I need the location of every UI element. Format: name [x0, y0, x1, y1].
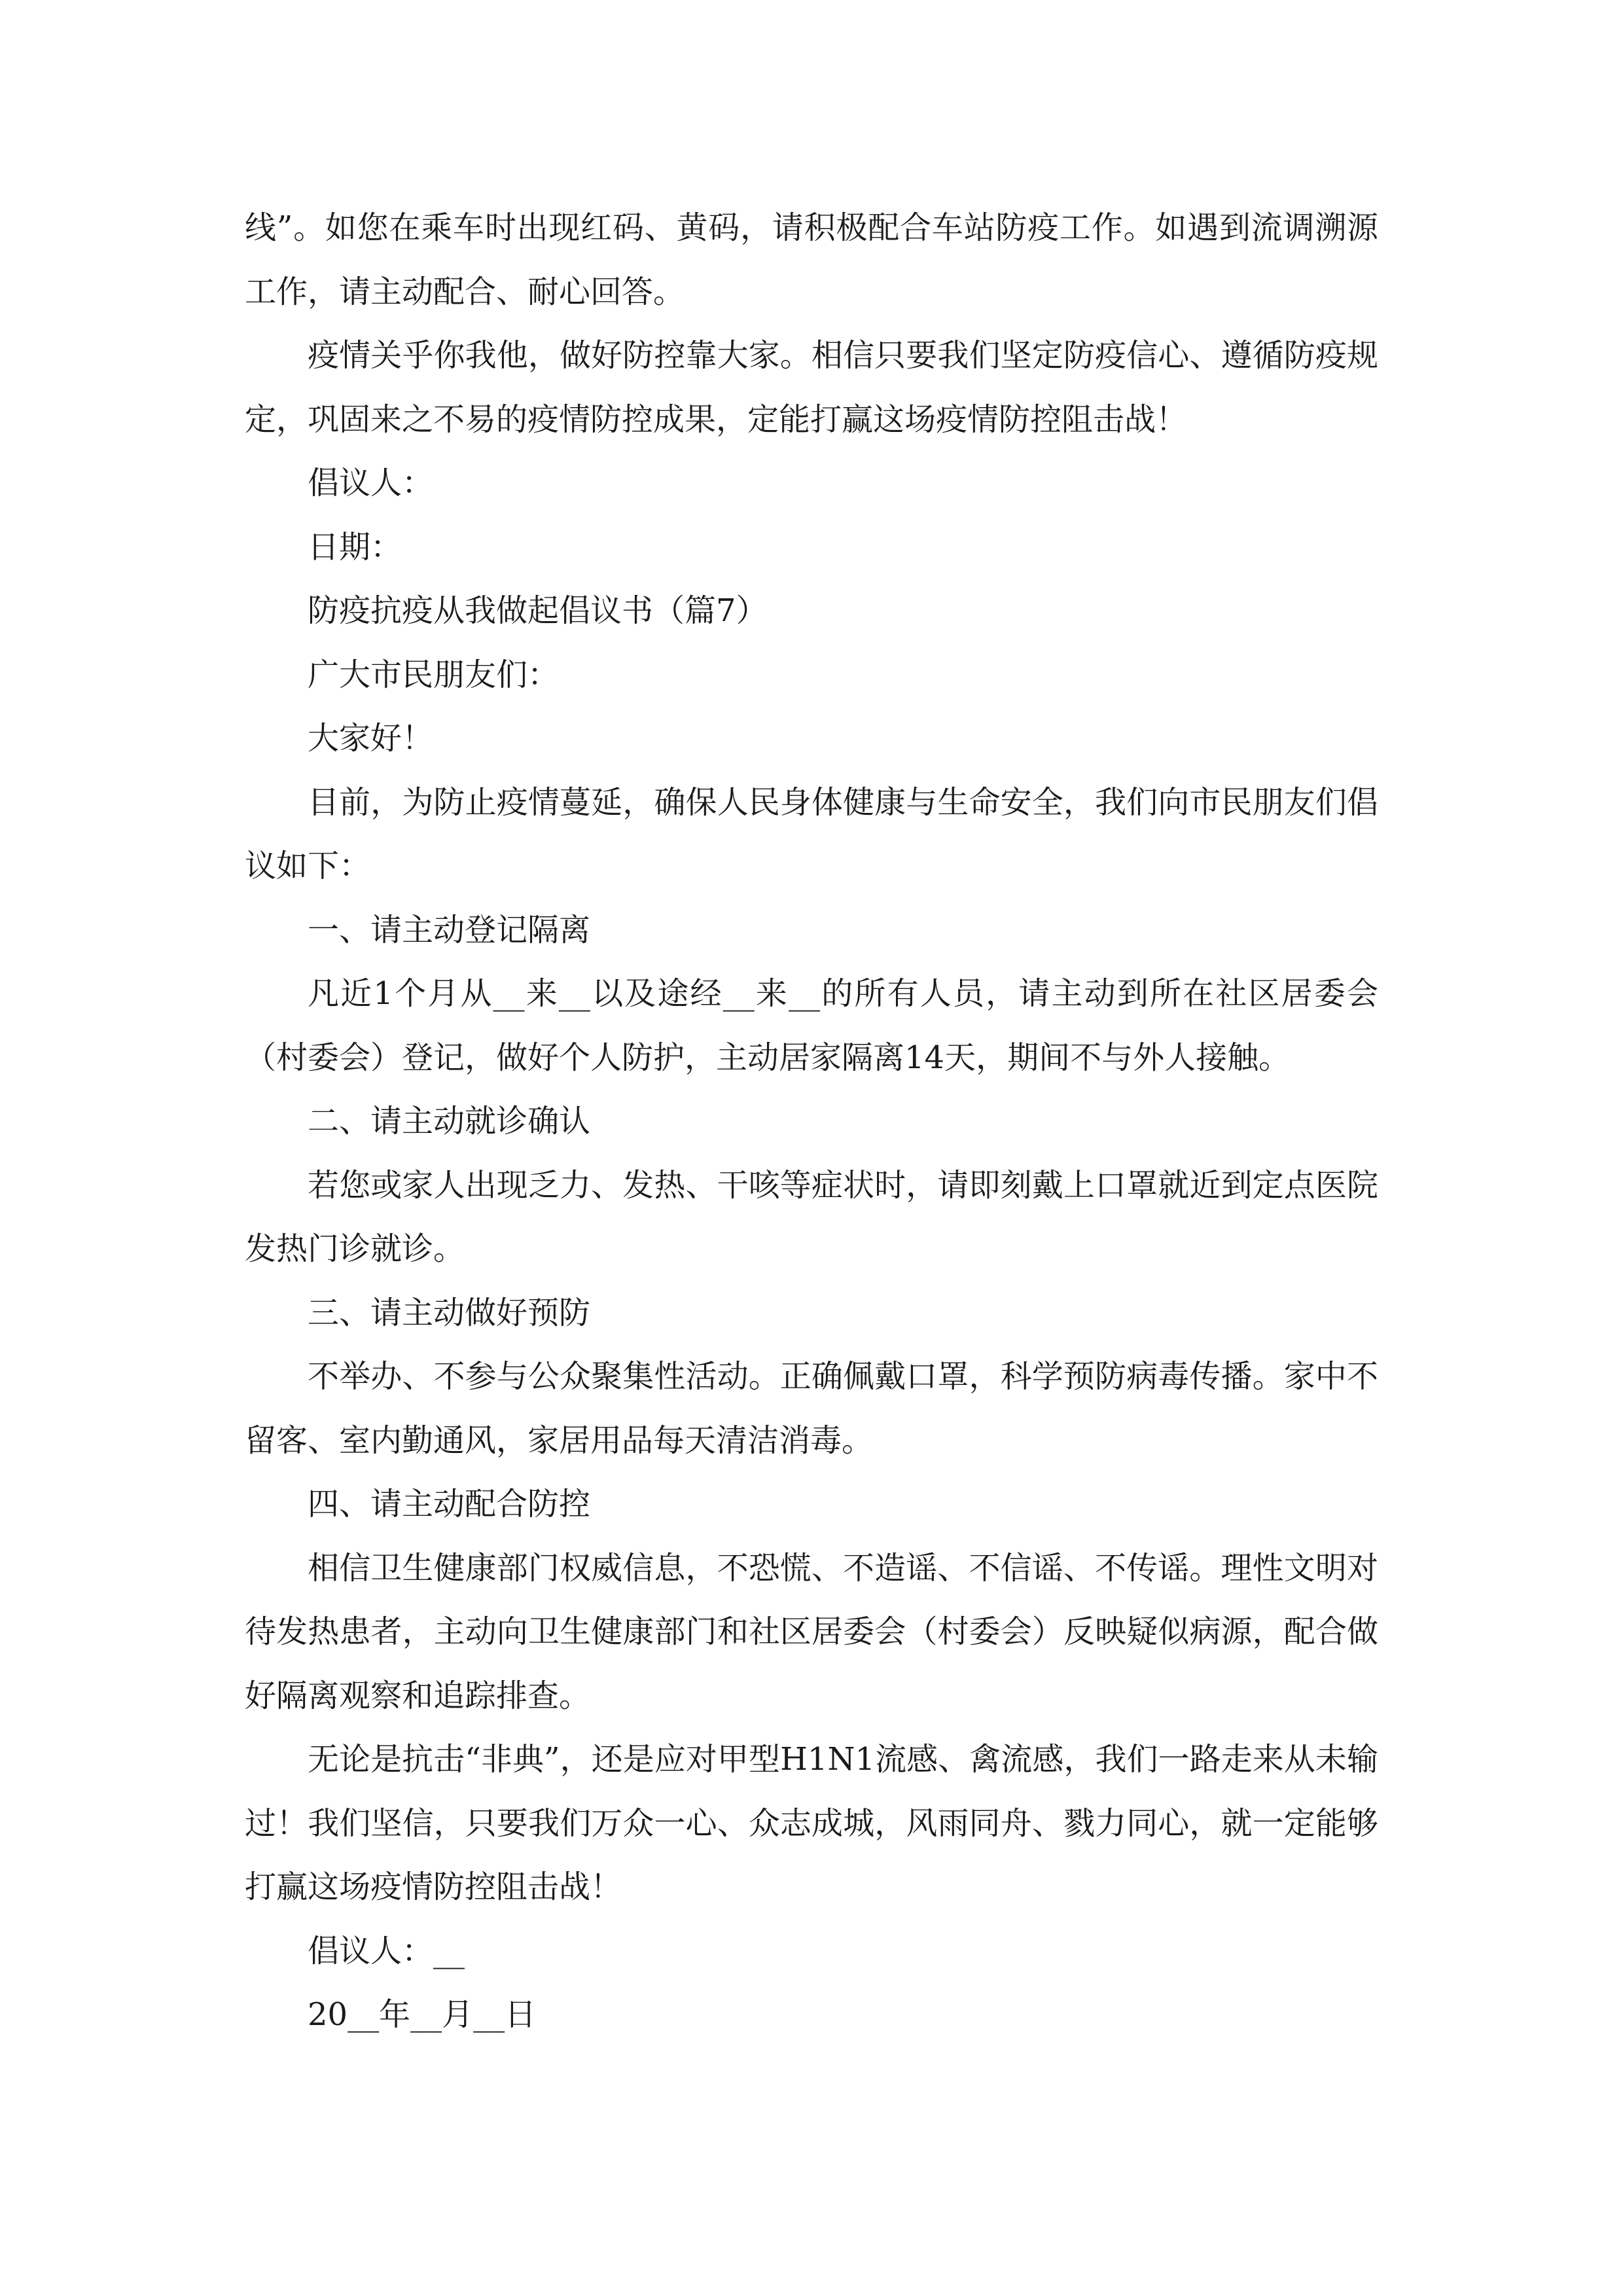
section-title: 防疫抗疫从我做起倡议书（篇7） [308, 592, 768, 629]
document-body [245, 196, 1378, 2047]
heading-one: 一、请主动登记隔离 [308, 911, 591, 948]
signature-date: 20__年__月__日 [308, 1996, 537, 2033]
proposer-line: 倡议人： [308, 465, 434, 501]
salutation: 广大市民朋友们： [308, 656, 560, 693]
closing-paragraph: 无论是抗击“非典”，还是应对甲型H1N1流感、禽流感，我们一路走来从未输过！我们坚信，只要我们万众一心、众志成城，风雨同舟、戮力同心，就一定能够打赢这场疫情防控阻击战！ [245, 1741, 1378, 1905]
date-line: 日期： [308, 528, 402, 565]
greeting: 大家好！ [308, 720, 434, 757]
heading-three: 三、请主动做好预防 [308, 1294, 591, 1331]
paragraph-one: 凡近1个月从__来__以及途经__来__的所有人员，请主动到所在社区居委会（村委会）登记，做好个人防护，主动居家隔离14天，期间不与外人接触。 [245, 975, 1378, 1076]
paragraph-three: 不举办、不参与公众聚集性活动。正确佩戴口罩，科学预防病毒传播。家中不留客、室内勤通风，家居用品每天清洁消毒。 [245, 1358, 1378, 1459]
paragraph-four: 相信卫生健康部门权威信息，不恐慌、不造谣、不信谣、不传谣。理性文明对待发热患者，主动向卫生健康部门和社区居委会（村委会）反映疑似病源，配合做好隔离观察和追踪排查。 [245, 1549, 1378, 1714]
intro-paragraph: 目前，为防止疫情蔓延，确保人民身体健康与生命安全，我们向市民朋友们倡议如下： [245, 783, 1378, 884]
heading-two: 二、请主动就诊确认 [308, 1103, 591, 1139]
heading-four: 四、请主动配合防控 [308, 1486, 591, 1522]
paragraph-2: 疫情关乎你我他，做好防控靠大家。相信只要我们坚定防疫信心、遵循防疫规定，巩固来之不易的疫情防控成果，定能打赢这场疫情防控阻击战！ [245, 337, 1378, 438]
paragraph-two: 若您或家人出现乏力、发热、干咳等症状时，请即刻戴上口罩就近到定点医院发热门诊就诊。 [245, 1166, 1378, 1267]
paragraph-1: 线”。如您在乘车时出现红码、黄码，请积极配合车站防疫工作。如遇到流调溯源工作，请主动配合、耐心回答。 [245, 209, 1378, 310]
proposer-signature: 倡议人：__ [308, 1932, 465, 1969]
